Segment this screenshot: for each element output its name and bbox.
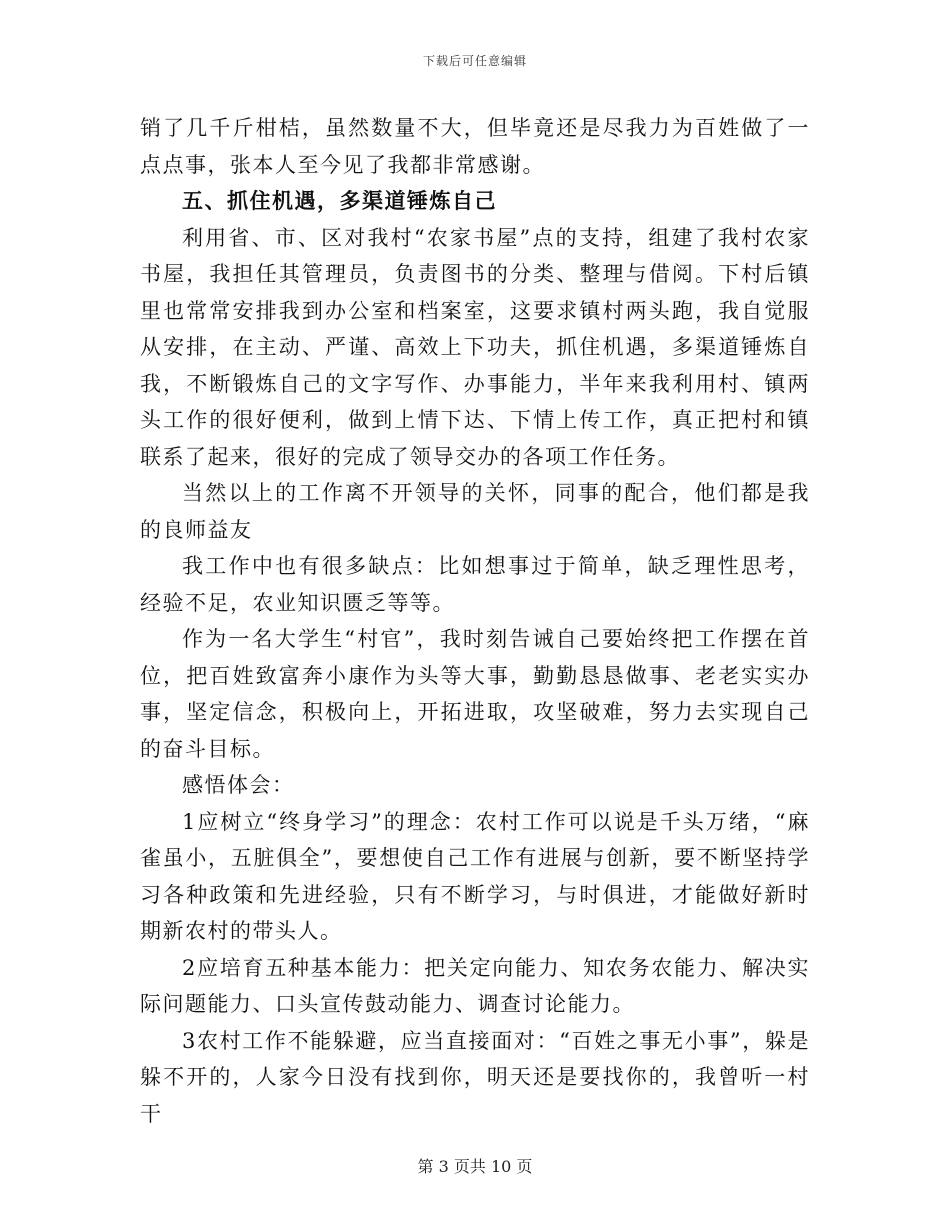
paragraph-label: 感悟体会： [182,773,295,797]
paragraph: 当然以上的工作离不开领导的关怀，同事的配合，他们都是我的良师益友 [140,481,810,542]
list-item: 3农村工作不能躲避，应当直接面对：“百姓之事无小事”，躲是躲不开的，人家今日没有找到你，明天还是要找你的，我曾听一村干 [140,1028,810,1126]
list-item: 2应培育五种基本能力：把关定向能力、知农务农能力、解决实际问题能力、口头宣传鼓动能力、调查讨论能力。 [140,955,810,1016]
page-footer: 第 3 页共 10 页 [417,1157,533,1176]
section-heading: 五、抓住机遇，多渠道锤炼自己 [182,188,497,213]
paragraph-continuation: 销了几千斤柑桔，虽然数量不大，但毕竟还是尽我力为百姓做了一点点事，张本人至今见了我都非常感谢。 [140,116,810,177]
paragraph: 我工作中也有很多缺点：比如想事过于简单，缺乏理性思考，经验不足，农业知识匮乏等等。 [140,554,810,615]
list-item: 1应树立“终身学习”的理念：农村工作可以说是千头万绪，“麻雀虽小，五脏俱全”，要想使自己工作有进展与创新，要不断坚持学习各种政策和先进经验，只有不断学习，与时俱进，才能做好新时期新农村的带头人。 [140,809,810,943]
paragraph: 作为一名大学生“村官”，我时刻告诫自己要始终把工作摆在首位，把百姓致富奔小康作为头等大事，勤勤恳恳做事、老老实实办事，坚定信念，积极向上，开拓进取，攻坚破难，努力去实现自己的奋斗目标。 [140,627,810,761]
paragraph: 利用省、市、区对我村“农家书屋”点的支持，组建了我村农家书屋，我担任其管理员，负责图书的分类、整理与借阅。下村后镇里也常常安排我到办公室和档案室，这要求镇村两头跑，我自觉服从安排，在主动、严谨、高效上下功夫，抓住机遇，多渠道锤炼自我，不断锻炼自己的文字写作、办事能力，半年来我利用村、镇两头工作的很好便利，做到上情下达、下情上传工作，真正把村和镇联系了起来，很好的完成了领导交办的各项工作任务。 [140,225,810,469]
document-body [140,110,810,1132]
page-header: 下载后可任意编辑 [422,54,527,68]
